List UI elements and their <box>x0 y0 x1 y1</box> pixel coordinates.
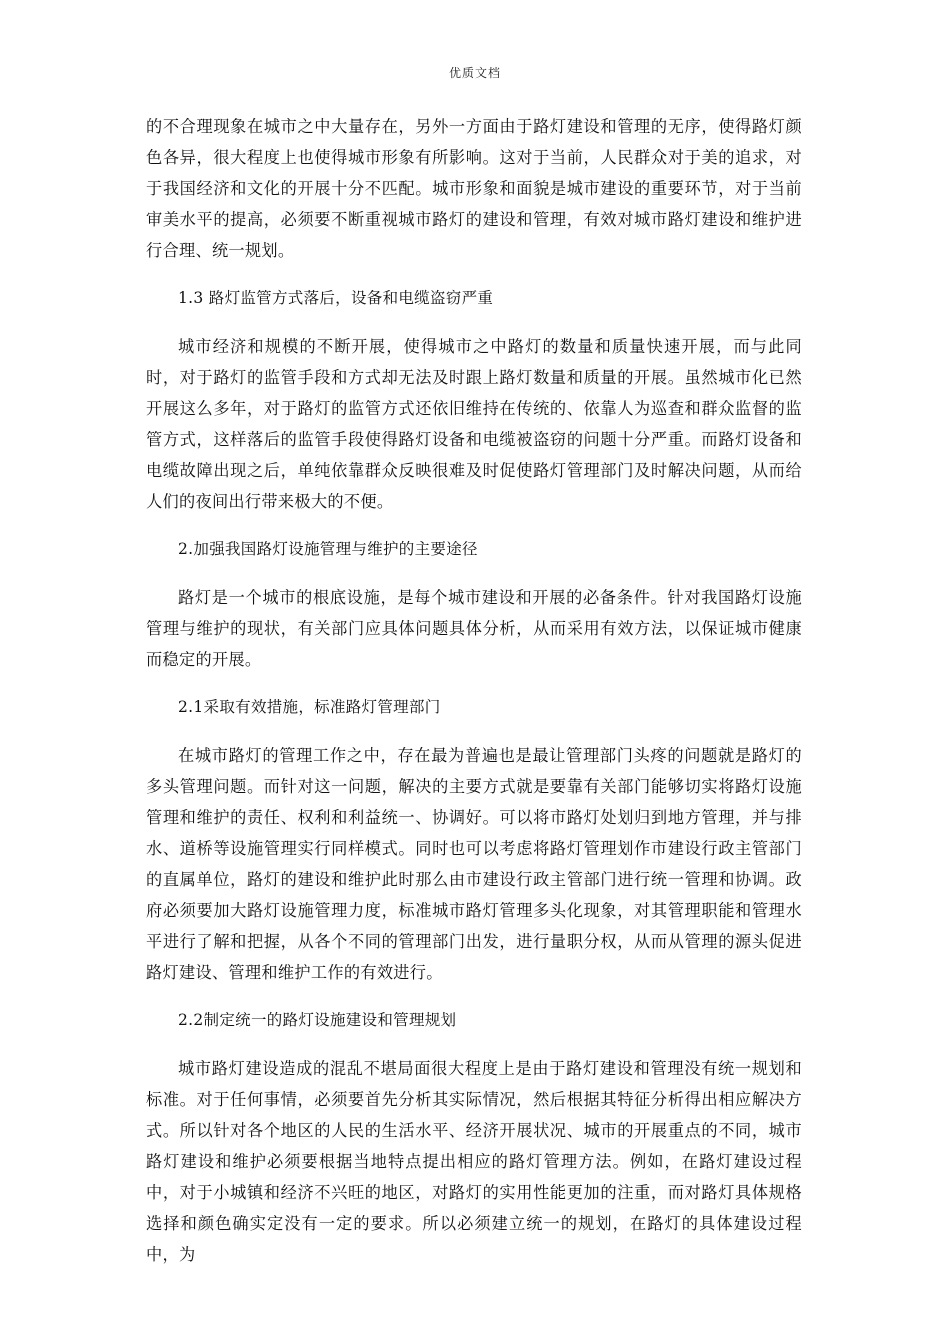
section-heading-2-2: 2.2制定统一的路灯设施建设和管理规划 <box>178 1011 457 1029</box>
paragraph-supervision: 城市经济和规模的不断开展，使得城市之中路灯的数量和质量快速开展，而与此同时，对于路灯的监管手段和方式却无法及时跟上路灯数量和质量的开展。虽然城市化已然开展这么多年，对于路灯的监管方式还依旧维持在传统的、依靠人为巡查和群众监督的监管方式，这样落后的监管手段使得路灯设备和电缆被盗窃的问题十分严重。而路灯设备和电缆故障出现之后，单纯依靠群众反映很难及时促使路灯管理部门及时解决问题，从而给人们的夜间出行带来极大的不便。 <box>146 337 802 511</box>
paragraph-infrastructure: 路灯是一个城市的根底设施，是每个城市建设和开展的必备条件。针对我国路灯设施管理与维护的现状，有关部门应具体问题具体分析，从而采用有效方法，以保证城市健康而稳定的开展。 <box>146 588 802 669</box>
paragraph-planning: 城市路灯建设造成的混乱不堪局面很大程度上是由于路灯建设和管理没有统一规划和标准。对于任何事情，必须要首先分析其实际情况，然后根据其特征分析得出相应解决方式。所以针对各个地区的人民的生活水平、经济开展状况、城市的开展重点的不同，城市路灯建设和维护必须要根据当地特点提出相应的路灯管理方法。例如，在路灯建设过程中，对于小城镇和经济不兴旺的地区，对路灯的实用性能更加的注重，而对路灯具体规格选择和颜色确实定没有一定的要求。所以必须建立统一的规划，在路灯的具体建设过程中，为 <box>146 1059 802 1264</box>
paragraph-management: 在城市路灯的管理工作之中，存在最为普遍也是最让管理部门头疼的问题就是路灯的多头管理问题。而针对这一问题，解决的主要方式就是要靠有关部门能够切实将路灯设施管理和维护的责任、权利和利益统一、协调好。可以将市路灯处划归到地方管理，并与排水、道桥等设施管理实行同样模式。同时也可以考虑将路灯管理划作市建设行政主管部门的直属单位，路灯的建设和维护此时那么由市建设行政主管部门进行统一管理和协调。政府必须要加大路灯设施管理力度，标准城市路灯管理多头化现象，对其管理职能和管理水平进行了解和把握，从各个不同的管理部门出发，进行量职分权，从而从管理的源头促进路灯建设、管理和维护工作的有效进行。 <box>146 746 802 982</box>
section-heading-2-1: 2.1采取有效措施，标准路灯管理部门 <box>178 698 441 716</box>
section-heading-1-3: 1.3 路灯监管方式落后，设备和电缆盗窃严重 <box>178 289 494 307</box>
paragraph-continued: 的不合理现象在城市之中大量存在，另外一方面由于路灯建设和管理的无序，使得路灯颜色各异，很大程度上也使得城市形象有所影响。这对于当前，人民群众对于美的追求，对于我国经济和文化的开展十分不匹配。城市形象和面貌是城市建设的重要环节，对于当前审美水平的提高，必须要不断重视城市路灯的建设和管理，有效对城市路灯建设和维护进行合理、统一规划。 <box>146 117 802 260</box>
document-body <box>146 111 802 1287</box>
page-header: 优质文档 <box>448 66 501 80</box>
section-heading-2: 2.加强我国路灯设施管理与维护的主要途径 <box>178 540 478 558</box>
